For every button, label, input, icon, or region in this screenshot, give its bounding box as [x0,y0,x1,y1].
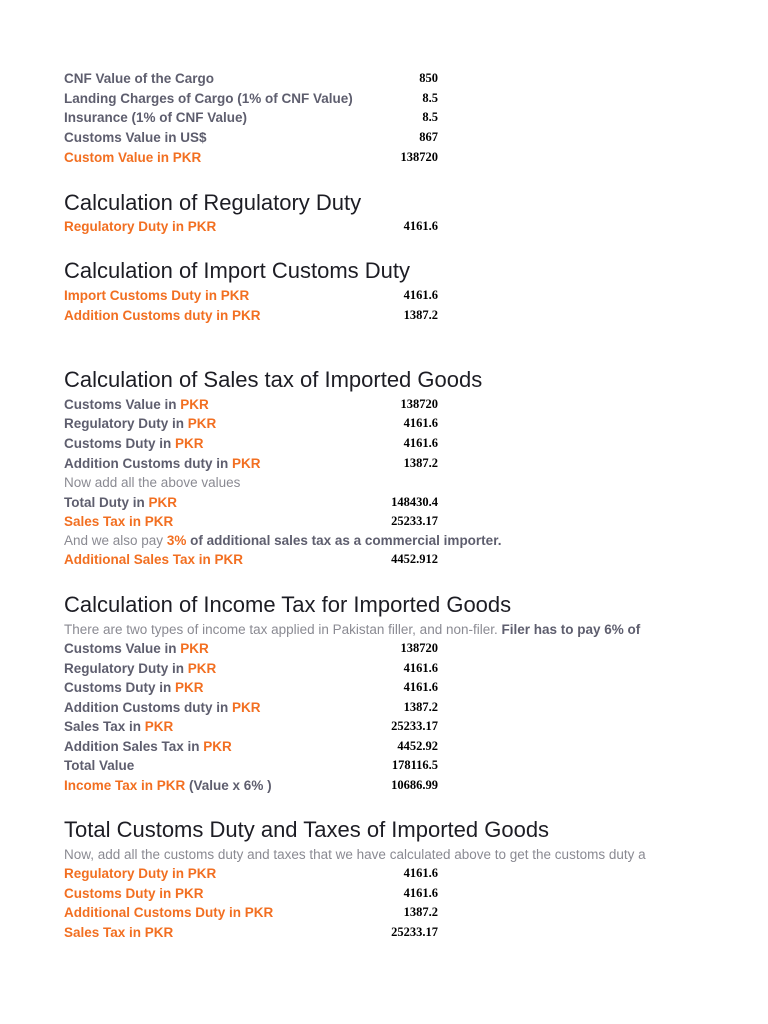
row-label: Sales Tax in PKR [64,514,174,529]
income-addition-customs-duty-row [64,698,438,717]
pkr-label: PKR [232,456,261,471]
row-value: 867 [419,130,438,144]
regulatory-duty-heading: Calculation of Regulatory Duty [64,190,362,215]
income-tax-heading: Calculation of Income Tax for Imported Goods [64,592,512,617]
row-value: 8.5 [422,110,438,124]
total-value-row [64,756,438,775]
row-value: 25233.17 [391,925,438,939]
additional-sales-tax-note: And we also pay 3% of additional sales tax as a commercial importer. [64,533,502,548]
pkr-label: PKR [144,719,174,734]
row-value: 4161.6 [403,661,438,675]
sales-addition-customs-duty-row [64,454,438,473]
row-value: 1387.2 [403,308,438,322]
row-label: Addition Customs duty in PKR [64,308,261,323]
income-tax-row [64,776,438,795]
row-label: Regulatory Duty in PKR [64,661,217,676]
sales-tax-heading: Calculation of Sales tax of Imported Goods [64,367,483,392]
row-label: Total Duty in PKR [64,495,178,510]
cnf-value-row [64,69,438,88]
pkr-label: PKR [175,436,204,451]
sales-customs-value-row [64,395,438,414]
customs-value-pkr-row [64,148,438,167]
income-addition-sales-tax-row [64,737,438,756]
pkr-label: PKR [180,397,209,412]
row-label: Sales Tax in PKR [64,719,174,734]
row-label: Customs Value in PKR [64,641,209,656]
row-value: 4161.6 [403,886,438,900]
row-value: 10686.99 [391,778,438,792]
row-value: 148430.4 [391,495,438,509]
row-value: 4161.6 [403,416,438,430]
total-sales-tax-row [64,923,438,942]
sales-tax-row [64,512,438,531]
additional-sales-tax-row [64,550,438,569]
row-label: Customs Duty in PKR [64,680,204,695]
income-customs-value-row [64,639,438,658]
row-label: Addition Customs duty in PKR [64,700,261,715]
row-label: Addition Sales Tax in PKR [64,739,232,754]
row-label: Additional Customs Duty in PKR [64,905,274,920]
total-customs-heading: Total Customs Duty and Taxes of Imported Goods [64,817,550,842]
row-value: 25233.17 [391,719,438,733]
row-value: 4161.6 [403,866,438,880]
row-value: 25233.17 [391,514,438,528]
pkr-label: PKR [187,416,217,431]
row-label: Custom Value in PKR [64,150,202,165]
pkr-label: PKR [148,495,178,510]
row-value: 138720 [400,397,438,411]
pkr-label: PKR [203,739,232,754]
row-label: Landing Charges of Cargo (1% of CNF Value) [64,91,353,106]
row-value: 178116.5 [391,758,438,772]
row-value: 1387.2 [403,700,438,714]
income-sales-tax-row [64,717,438,736]
insurance-row [64,108,438,127]
row-value: 4161.6 [403,436,438,450]
row-label: Customs Duty in PKR [64,886,204,901]
row-value: 4161.6 [403,219,438,233]
addition-customs-duty-row [64,306,438,325]
pkr-label: PKR [175,680,204,695]
income-tax-note: There are two types of income tax applied in Pakistan filler, and non-filer. Filer has to pay 6% of [64,622,641,637]
row-label: Customs Value in US$ [64,130,207,145]
total-regulatory-duty-row [64,864,438,883]
row-value: 8.5 [422,91,438,105]
row-value: 138720 [400,641,438,655]
row-label: Total Value [64,758,135,773]
row-value: 1387.2 [403,456,438,470]
pkr-label: PKR [187,661,217,676]
pkr-label: PKR [232,700,261,715]
row-value: 4452.912 [391,552,438,566]
row-label: Regulatory Duty in PKR [64,866,217,881]
row-value: 850 [419,71,438,85]
row-label: Sales Tax in PKR [64,925,174,940]
add-values-note: Now add all the above values [64,475,241,490]
import-customs-duty-row [64,286,438,305]
total-duty-row [64,493,438,512]
row-value: 4161.6 [403,680,438,694]
landing-charges-row [64,89,438,108]
row-label: CNF Value of the Cargo [64,71,215,86]
row-value: 4161.6 [403,288,438,302]
sales-customs-duty-row [64,434,438,453]
percent-highlight: 3% [166,533,187,548]
row-label: Customs Duty in PKR [64,436,204,451]
pkr-label: PKR [180,641,209,656]
row-label: Import Customs Duty in PKR [64,288,250,303]
import-customs-duty-heading: Calculation of Import Customs Duty [64,258,411,283]
income-customs-duty-row [64,678,438,697]
income-regulatory-duty-row [64,659,438,678]
row-value: 4452.92 [397,739,438,753]
row-label: Additional Sales Tax in PKR [64,552,244,567]
row-label: Customs Value in PKR [64,397,209,412]
total-additional-customs-duty-row [64,903,438,922]
row-label: Regulatory Duty in PKR [64,219,217,234]
row-label: Insurance (1% of CNF Value) [64,110,248,125]
row-label: Regulatory Duty in PKR [64,416,217,431]
row-label: Income Tax in PKR (Value x 6% ) [64,778,272,793]
total-customs-duty-row [64,884,438,903]
total-customs-note: Now, add all the customs duty and taxes that we have calculated above to get the customs duty a [64,847,646,862]
row-value: 1387.2 [403,905,438,919]
customs-value-usd-row [64,128,438,147]
row-label: Addition Customs duty in PKR [64,456,261,471]
sales-regulatory-duty-row [64,414,438,433]
regulatory-duty-row [64,217,438,236]
row-value: 138720 [400,150,438,164]
